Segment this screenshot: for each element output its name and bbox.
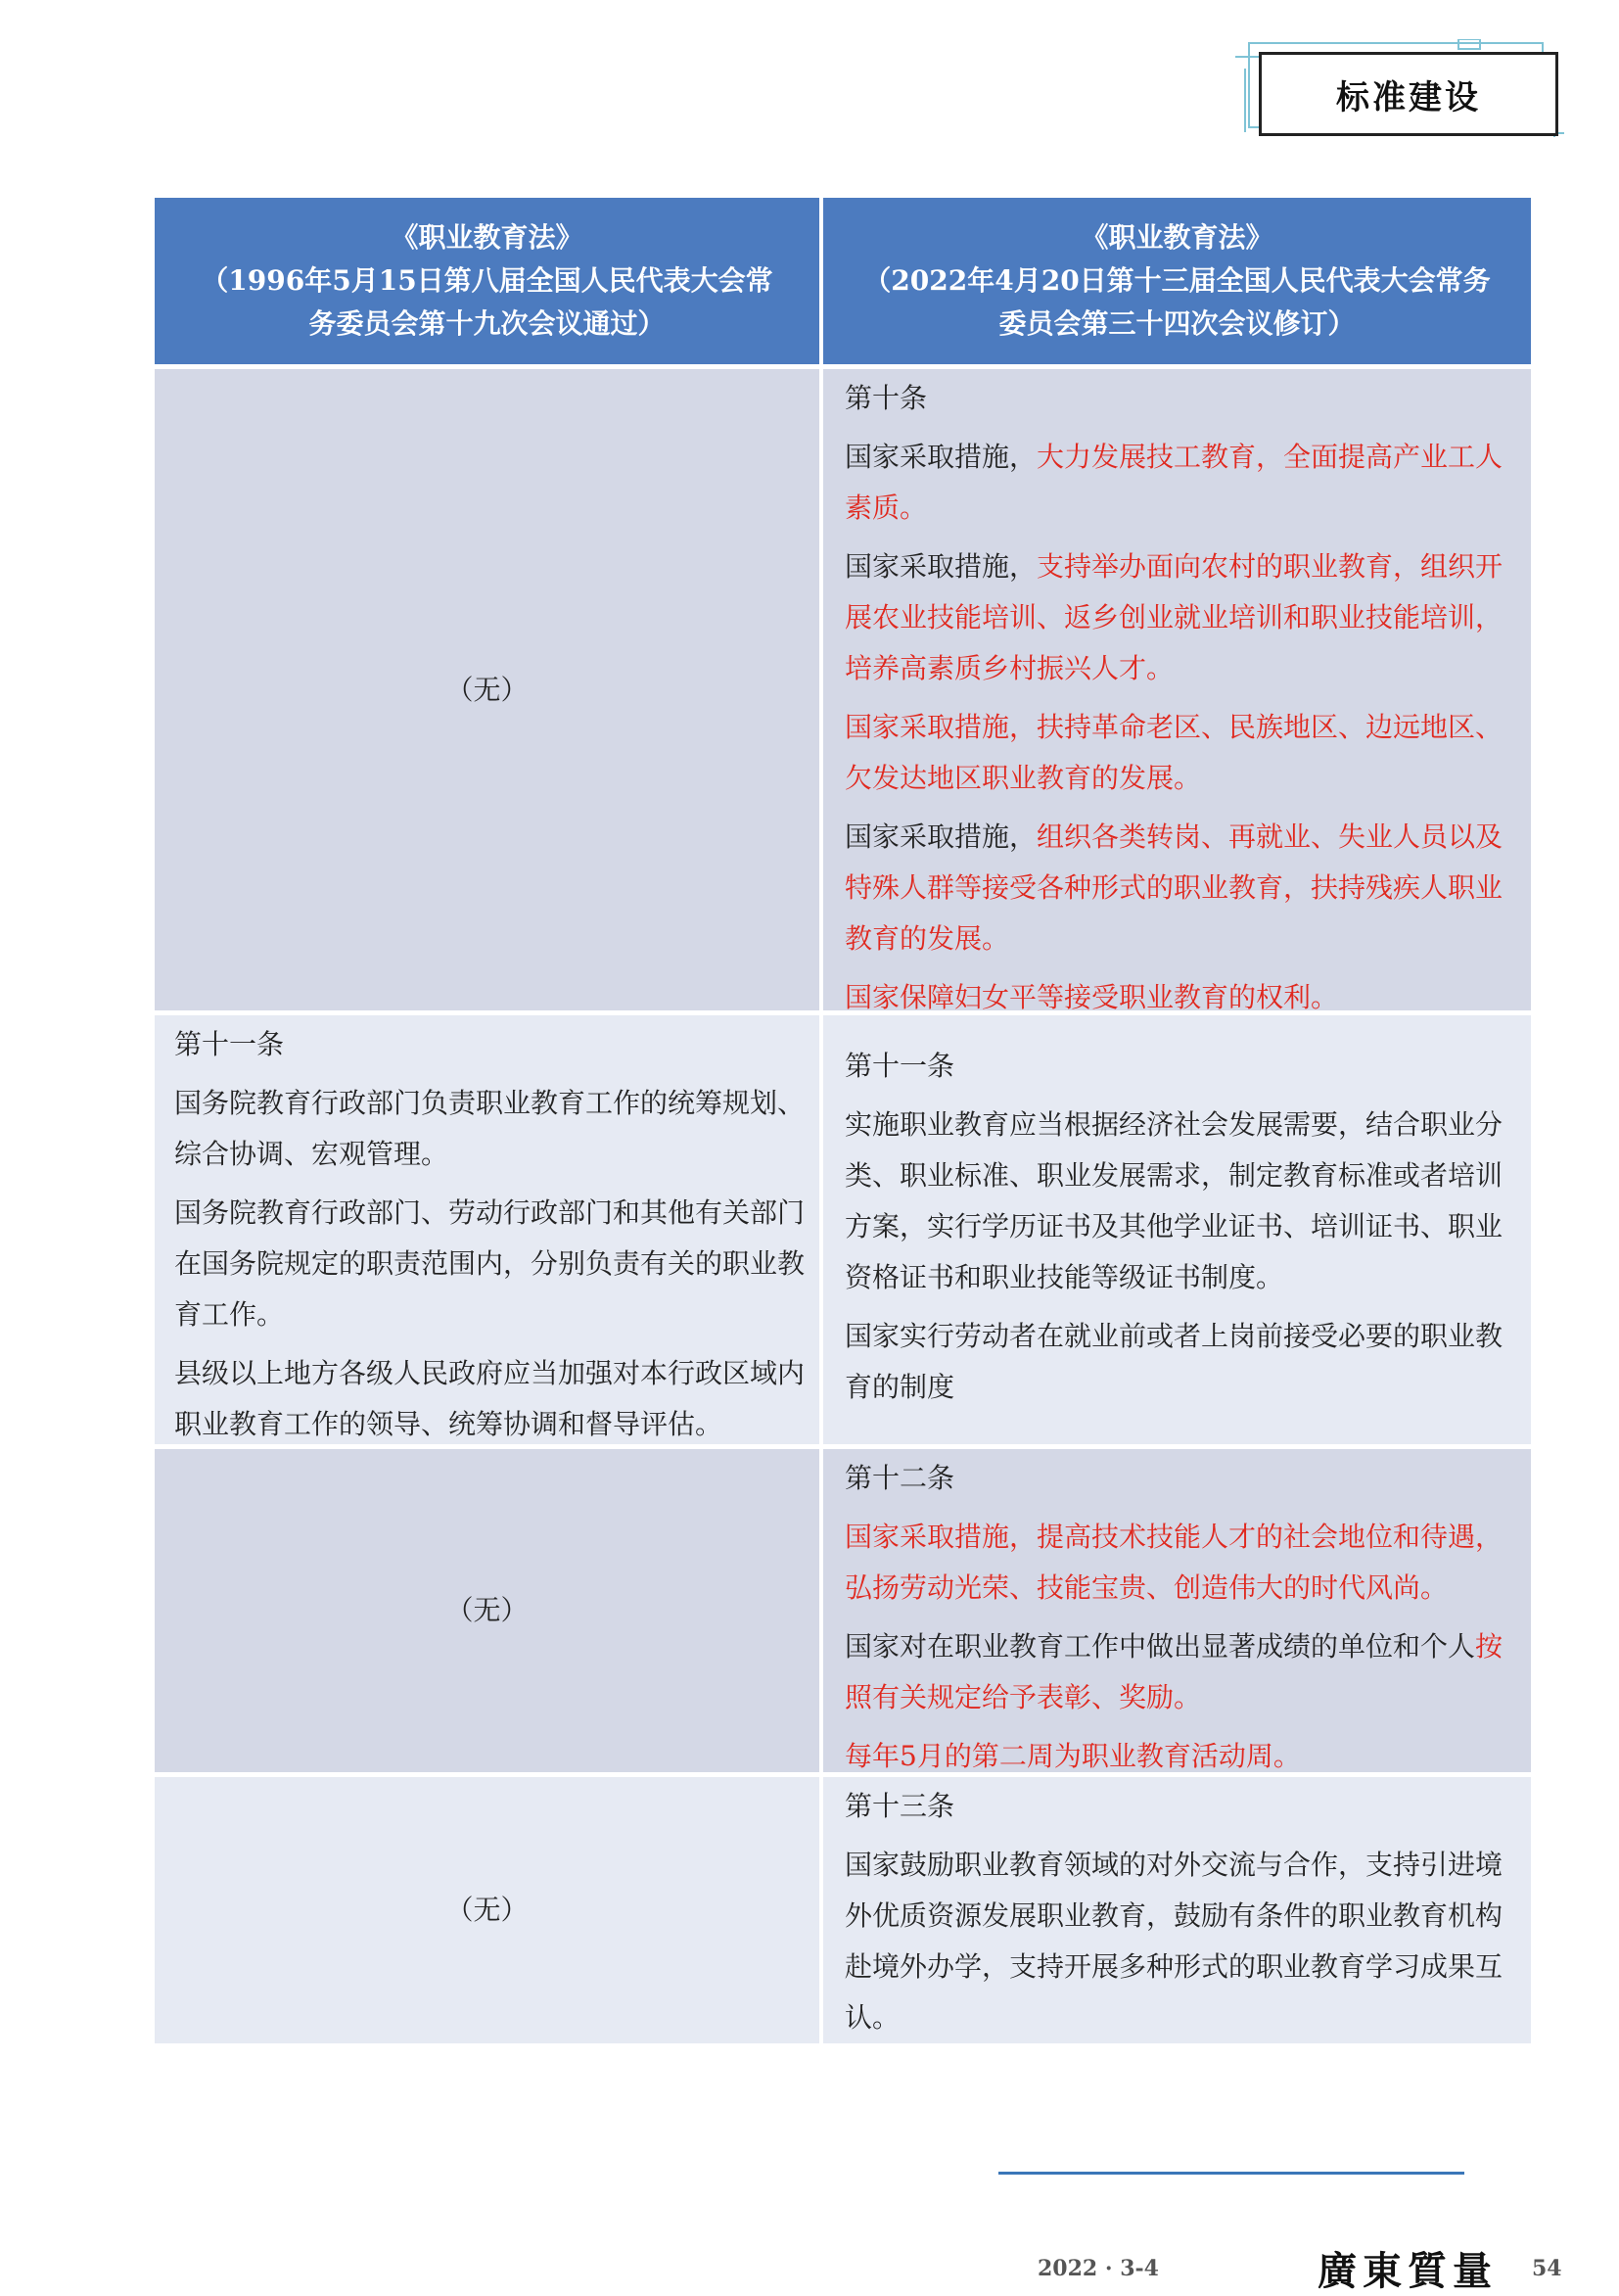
text-normal: 国家采取措施， bbox=[845, 441, 1038, 473]
cell-none bbox=[155, 369, 819, 1010]
text-highlight: 支持举办面向农村的职业教育，组织开展农业技能培训、返乡创业就业培训和职业技能培训，培养高素质乡村振兴人才。 bbox=[845, 550, 1503, 684]
paragraph-highlight: 国家保障妇女平等接受职业教育的权利。 bbox=[845, 981, 1339, 1013]
none-text: （无） bbox=[445, 673, 529, 706]
cell-article-11-new bbox=[823, 1015, 1531, 1444]
paragraph bbox=[845, 432, 1521, 534]
cell-none bbox=[155, 1777, 819, 2043]
article-number: 第十三条 bbox=[845, 1790, 955, 1822]
section-tag-label: 标准建设 bbox=[1336, 77, 1481, 117]
header-2022-line2: 委员会第三十四次会议修订） bbox=[998, 307, 1356, 340]
paragraph: 国务院教育行政部门、劳动行政部门和其他有关部门在国务院规定的职责范围内，分别负责有关的职业教育工作。 bbox=[174, 1196, 806, 1331]
paragraph: 实施职业教育应当根据经济社会发展需要，结合职业分类、职业标准、职业发展需求，制定教育标准或者培训方案，实行学历证书及其他学业证书、培训证书、职业资格证书和职业技能等级证书制度。 bbox=[845, 1108, 1503, 1293]
article-number: 第十一条 bbox=[174, 1028, 285, 1060]
header-1996-line1: （1996年5月15日第八届全国人民代表大会常 bbox=[201, 264, 773, 297]
header-2022-title: 《职业教育法》 bbox=[1081, 221, 1273, 254]
paragraph: 国务院教育行政部门负责职业教育工作的统筹规划、综合协调、宏观管理。 bbox=[174, 1087, 806, 1170]
table-row bbox=[155, 1777, 1531, 2043]
paragraph bbox=[845, 1621, 1521, 1723]
paragraph-highlight: 每年5月的第二周为职业教育活动周。 bbox=[845, 1740, 1301, 1772]
article-number: 第十一条 bbox=[845, 1050, 955, 1082]
cell-article-11-old bbox=[155, 1015, 819, 1444]
article-number: 第十二条 bbox=[845, 1462, 955, 1494]
table-row bbox=[155, 369, 1531, 1013]
text-normal: 国家采取措施， bbox=[845, 820, 1038, 853]
text-normal: 国家对在职业教育工作中做出显著成绩的单位和个人 bbox=[845, 1630, 1476, 1663]
footer-rule bbox=[998, 2172, 1464, 2175]
header-1996-line2: 务委员会第十九次会议通过） bbox=[308, 307, 666, 340]
table-row bbox=[155, 1015, 1531, 1444]
cell-none bbox=[155, 1449, 819, 1772]
paragraph-highlight: 国家采取措施，提高技术技能人才的社会地位和待遇，弘扬劳动光荣、技能宝贵、创造伟大的时代风尚。 bbox=[845, 1521, 1503, 1604]
text-normal: 国家采取措施， bbox=[845, 550, 1038, 583]
cell-article-13 bbox=[823, 1777, 1531, 2043]
article-number: 第十条 bbox=[845, 382, 928, 414]
table-header-row bbox=[155, 198, 1531, 364]
law-comparison-table bbox=[155, 198, 1531, 2043]
header-2022-line1: （2022年4月20日第十三届全国人民代表大会常务 bbox=[863, 264, 1491, 297]
magazine-name: 廣東質量 bbox=[1318, 2248, 1498, 2294]
none-text: （无） bbox=[445, 1594, 529, 1626]
text-highlight: 组织各类转岗、再就业、失业人员以及特殊人群等接受各种形式的职业教育，扶持残疾人职业教育的发展。 bbox=[845, 820, 1503, 955]
table-row bbox=[155, 1449, 1531, 1772]
cell-article-12 bbox=[823, 1449, 1531, 1772]
issue-number: 2022 · 3-4 bbox=[1038, 2256, 1159, 2281]
paragraph: 国家鼓励职业教育领域的对外交流与合作，支持引进境外优质资源发展职业教育，鼓励有条件的职业教育机构赴境外办学，支持开展多种形式的职业教育学习成果互认。 bbox=[845, 1849, 1503, 2034]
header-1996-title: 《职业教育法》 bbox=[391, 221, 583, 254]
section-tag bbox=[1259, 52, 1558, 136]
paragraph-highlight: 国家采取措施，扶持革命老区、民族地区、边远地区、欠发达地区职业教育的发展。 bbox=[845, 711, 1503, 794]
paragraph: 国家实行劳动者在就业前或者上岗前接受必要的职业教育的制度 bbox=[845, 1320, 1503, 1403]
paragraph bbox=[845, 812, 1521, 964]
text-highlight: 按照有关规定给予表彰、奖励。 bbox=[845, 1630, 1503, 1713]
text-highlight: 大力发展技工教育，全面提高产业工人素质。 bbox=[845, 441, 1503, 524]
page-number: 54 bbox=[1532, 2256, 1562, 2281]
header-cell-2022 bbox=[823, 198, 1531, 364]
header-cell-1996 bbox=[155, 198, 819, 364]
paragraph bbox=[845, 541, 1521, 694]
none-text: （无） bbox=[445, 1894, 529, 1926]
cell-article-10 bbox=[823, 369, 1531, 1013]
paragraph: 县级以上地方各级人民政府应当加强对本行政区域内职业教育工作的领导、统筹协调和督导评估。 bbox=[174, 1357, 806, 1440]
